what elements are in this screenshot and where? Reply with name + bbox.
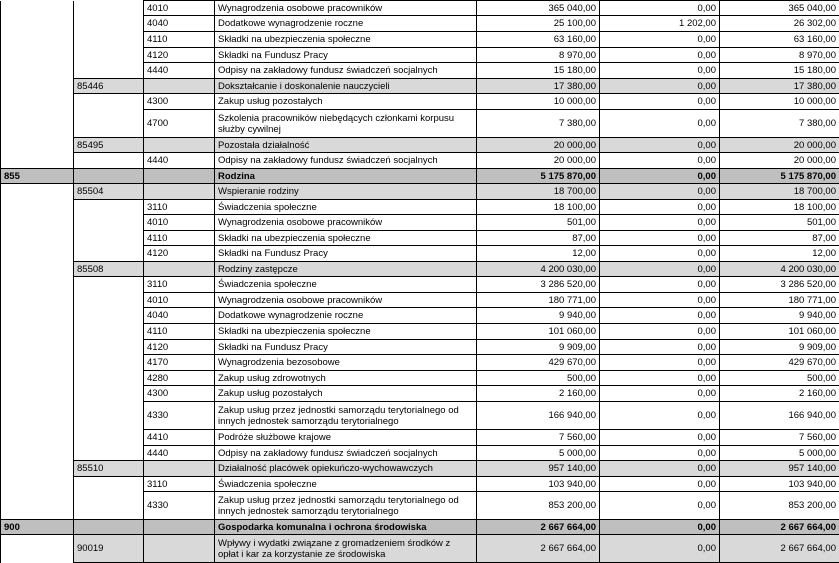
chapter-row: [1, 138, 839, 153]
description-cell: Zakup usług przez jednostki samorządu terytorialnego od innych jednostek samorządu terytorialnego: [215, 402, 477, 430]
paragraph-cell: 4440: [144, 63, 215, 79]
description-cell: Dodatkowe wynagrodzenie roczne: [215, 16, 477, 32]
total-amount-cell: 9 940,00: [720, 308, 839, 324]
paragraph-cell: [144, 184, 215, 200]
division-cell: [1, 1, 74, 16]
paragraph-cell: 4300: [144, 386, 215, 402]
chapter-cell: 85504: [74, 184, 144, 200]
total-amount-cell: 5 000,00: [720, 446, 839, 461]
paragraph-cell: 4010: [144, 1, 215, 16]
table-row: [1, 63, 839, 79]
description-cell: Składki na Fundusz Pracy: [215, 246, 477, 262]
description-cell: Rodzina: [215, 169, 477, 184]
plan-amount-cell: 5 000,00: [477, 446, 600, 461]
division-cell: [1, 16, 74, 32]
chapter-row: [1, 184, 839, 200]
chapter-cell: [74, 246, 144, 262]
chapter-cell: 85508: [74, 262, 144, 277]
total-amount-cell: 7 560,00: [720, 430, 839, 446]
paragraph-cell: 4410: [144, 430, 215, 446]
chapter-cell: [74, 94, 144, 110]
change-amount-cell: 0,00: [600, 153, 720, 169]
plan-amount-cell: 4 200 030,00: [477, 262, 600, 277]
chapter-cell: [74, 324, 144, 340]
paragraph-cell: [144, 169, 215, 184]
table-row: [1, 308, 839, 324]
division-cell: [1, 110, 74, 138]
table-row: [1, 153, 839, 169]
table-row: [1, 16, 839, 32]
chapter-cell: [74, 386, 144, 402]
change-amount-cell: 0,00: [600, 277, 720, 293]
plan-amount-cell: 429 670,00: [477, 355, 600, 371]
total-amount-cell: 166 940,00: [720, 402, 839, 430]
total-amount-cell: 3 286 520,00: [720, 277, 839, 293]
paragraph-cell: 3110: [144, 277, 215, 293]
paragraph-cell: [144, 461, 215, 477]
table-row: [1, 430, 839, 446]
total-amount-cell: 500,00: [720, 371, 839, 386]
paragraph-cell: 4110: [144, 231, 215, 246]
chapter-cell: [74, 200, 144, 215]
chapter-cell: [74, 355, 144, 371]
table-row: [1, 492, 839, 520]
total-amount-cell: 10 000,00: [720, 94, 839, 110]
paragraph-cell: 4120: [144, 246, 215, 262]
total-amount-cell: 365 040,00: [720, 1, 839, 16]
chapter-cell: [74, 63, 144, 79]
change-amount-cell: 0,00: [600, 461, 720, 477]
table-body: [1, 1, 839, 563]
division-cell: [1, 430, 74, 446]
change-amount-cell: 0,00: [600, 308, 720, 324]
change-amount-cell: 1 202,00: [600, 16, 720, 32]
paragraph-cell: 4170: [144, 355, 215, 371]
chapter-cell: 85510: [74, 461, 144, 477]
table-row: [1, 386, 839, 402]
paragraph-cell: 4440: [144, 446, 215, 461]
paragraph-cell: 4120: [144, 48, 215, 63]
change-amount-cell: 0,00: [600, 94, 720, 110]
plan-amount-cell: 3 286 520,00: [477, 277, 600, 293]
division-cell: 855: [1, 169, 74, 184]
division-cell: [1, 277, 74, 293]
plan-amount-cell: 20 000,00: [477, 138, 600, 153]
table-row: [1, 340, 839, 355]
change-amount-cell: 0,00: [600, 110, 720, 138]
division-row: [1, 520, 839, 535]
chapter-cell: [74, 48, 144, 63]
paragraph-cell: 3110: [144, 477, 215, 492]
chapter-cell: [74, 32, 144, 48]
total-amount-cell: 8 970,00: [720, 48, 839, 63]
description-cell: Świadczenia społeczne: [215, 277, 477, 293]
change-amount-cell: 0,00: [600, 63, 720, 79]
total-amount-cell: 5 175 870,00: [720, 169, 839, 184]
total-amount-cell: 957 140,00: [720, 461, 839, 477]
division-cell: [1, 461, 74, 477]
chapter-row: [1, 79, 839, 94]
chapter-row: [1, 535, 839, 563]
division-cell: [1, 324, 74, 340]
plan-amount-cell: 365 040,00: [477, 1, 600, 16]
description-cell: Wynagrodzenia osobowe pracowników: [215, 1, 477, 16]
description-cell: Dodatkowe wynagrodzenie roczne: [215, 308, 477, 324]
table-row: [1, 477, 839, 492]
total-amount-cell: 12,00: [720, 246, 839, 262]
paragraph-cell: 4110: [144, 324, 215, 340]
change-amount-cell: 0,00: [600, 48, 720, 63]
table-row: [1, 48, 839, 63]
table-row: [1, 215, 839, 231]
total-amount-cell: 20 000,00: [720, 138, 839, 153]
division-cell: [1, 63, 74, 79]
change-amount-cell: 0,00: [600, 200, 720, 215]
division-cell: [1, 79, 74, 94]
plan-amount-cell: 5 175 870,00: [477, 169, 600, 184]
plan-amount-cell: 2 160,00: [477, 386, 600, 402]
paragraph-cell: 4300: [144, 94, 215, 110]
plan-amount-cell: 500,00: [477, 371, 600, 386]
paragraph-cell: [144, 138, 215, 153]
total-amount-cell: 18 100,00: [720, 200, 839, 215]
division-row: [1, 169, 839, 184]
total-amount-cell: 2 160,00: [720, 386, 839, 402]
change-amount-cell: 0,00: [600, 169, 720, 184]
plan-amount-cell: 18 700,00: [477, 184, 600, 200]
chapter-cell: [74, 153, 144, 169]
paragraph-cell: 4010: [144, 215, 215, 231]
description-cell: Składki na ubezpieczenia społeczne: [215, 231, 477, 246]
change-amount-cell: 0,00: [600, 446, 720, 461]
total-amount-cell: 853 200,00: [720, 492, 839, 520]
division-cell: [1, 371, 74, 386]
chapter-cell: [74, 1, 144, 16]
chapter-cell: [74, 215, 144, 231]
plan-amount-cell: 63 160,00: [477, 32, 600, 48]
table-row: [1, 246, 839, 262]
table-row: [1, 32, 839, 48]
plan-amount-cell: 12,00: [477, 246, 600, 262]
change-amount-cell: 0,00: [600, 535, 720, 563]
total-amount-cell: 4 200 030,00: [720, 262, 839, 277]
change-amount-cell: 0,00: [600, 184, 720, 200]
plan-amount-cell: 20 000,00: [477, 153, 600, 169]
change-amount-cell: 0,00: [600, 402, 720, 430]
plan-amount-cell: 7 380,00: [477, 110, 600, 138]
table-row: [1, 200, 839, 215]
chapter-cell: [74, 110, 144, 138]
description-cell: Odpisy na zakładowy fundusz świadczeń socjalnych: [215, 153, 477, 169]
plan-amount-cell: 7 560,00: [477, 430, 600, 446]
total-amount-cell: 18 700,00: [720, 184, 839, 200]
plan-amount-cell: 17 380,00: [477, 79, 600, 94]
paragraph-cell: 4330: [144, 492, 215, 520]
paragraph-cell: 4440: [144, 153, 215, 169]
plan-amount-cell: 8 970,00: [477, 48, 600, 63]
change-amount-cell: 0,00: [600, 340, 720, 355]
division-cell: [1, 386, 74, 402]
division-cell: [1, 94, 74, 110]
paragraph-cell: 4120: [144, 340, 215, 355]
division-cell: [1, 402, 74, 430]
table-row: [1, 371, 839, 386]
change-amount-cell: 0,00: [600, 355, 720, 371]
total-amount-cell: 63 160,00: [720, 32, 839, 48]
plan-amount-cell: 2 667 664,00: [477, 520, 600, 535]
description-cell: Odpisy na zakładowy fundusz świadczeń socjalnych: [215, 63, 477, 79]
paragraph-cell: 4010: [144, 293, 215, 308]
paragraph-cell: 4280: [144, 371, 215, 386]
table-row: [1, 402, 839, 430]
plan-amount-cell: 180 771,00: [477, 293, 600, 308]
paragraph-cell: 4330: [144, 402, 215, 430]
description-cell: Zakup usług przez jednostki samorządu terytorialnego od innych jednostek samorządu terytorialnego: [215, 492, 477, 520]
division-cell: [1, 477, 74, 492]
change-amount-cell: 0,00: [600, 215, 720, 231]
paragraph-cell: 4040: [144, 308, 215, 324]
description-cell: Wynagrodzenia osobowe pracowników: [215, 215, 477, 231]
table-row: [1, 277, 839, 293]
division-cell: [1, 446, 74, 461]
change-amount-cell: 0,00: [600, 324, 720, 340]
description-cell: Zakup usług pozostałych: [215, 94, 477, 110]
description-cell: Rodziny zastępcze: [215, 262, 477, 277]
description-cell: Dokształcanie i doskonalenie nauczycieli: [215, 79, 477, 94]
chapter-cell: [74, 492, 144, 520]
change-amount-cell: 0,00: [600, 1, 720, 16]
description-cell: Wspieranie rodziny: [215, 184, 477, 200]
description-cell: Składki na ubezpieczenia społeczne: [215, 32, 477, 48]
table-row: [1, 231, 839, 246]
total-amount-cell: 7 380,00: [720, 110, 839, 138]
table-row: [1, 1, 839, 16]
table-row: [1, 110, 839, 138]
change-amount-cell: 0,00: [600, 430, 720, 446]
total-amount-cell: 15 180,00: [720, 63, 839, 79]
paragraph-cell: [144, 535, 215, 563]
total-amount-cell: 17 380,00: [720, 79, 839, 94]
description-cell: Odpisy na zakładowy fundusz świadczeń socjalnych: [215, 446, 477, 461]
description-cell: Wynagrodzenia osobowe pracowników: [215, 293, 477, 308]
chapter-cell: [74, 402, 144, 430]
description-cell: Składki na Fundusz Pracy: [215, 48, 477, 63]
total-amount-cell: 87,00: [720, 231, 839, 246]
plan-amount-cell: 957 140,00: [477, 461, 600, 477]
division-cell: [1, 535, 74, 563]
chapter-cell: [74, 231, 144, 246]
paragraph-cell: 3110: [144, 200, 215, 215]
chapter-cell: 85495: [74, 138, 144, 153]
table-row: [1, 324, 839, 340]
division-cell: [1, 48, 74, 63]
table-row: [1, 94, 839, 110]
description-cell: Działalność placówek opiekuńczo-wychowawczych: [215, 461, 477, 477]
description-cell: Zakup usług zdrowotnych: [215, 371, 477, 386]
change-amount-cell: 0,00: [600, 477, 720, 492]
description-cell: Składki na ubezpieczenia społeczne: [215, 324, 477, 340]
chapter-cell: [74, 340, 144, 355]
total-amount-cell: 2 667 664,00: [720, 535, 839, 563]
plan-amount-cell: 25 100,00: [477, 16, 600, 32]
description-cell: Składki na Fundusz Pracy: [215, 340, 477, 355]
paragraph-cell: [144, 79, 215, 94]
division-cell: [1, 184, 74, 200]
total-amount-cell: 103 940,00: [720, 477, 839, 492]
description-cell: Gospodarka komunalna i ochrona środowiska: [215, 520, 477, 535]
chapter-cell: [74, 520, 144, 535]
plan-amount-cell: 103 940,00: [477, 477, 600, 492]
chapter-cell: 90019: [74, 535, 144, 563]
description-cell: Podróże służbowe krajowe: [215, 430, 477, 446]
division-cell: [1, 32, 74, 48]
paragraph-cell: 4700: [144, 110, 215, 138]
description-cell: Świadczenia społeczne: [215, 477, 477, 492]
chapter-cell: [74, 446, 144, 461]
plan-amount-cell: 166 940,00: [477, 402, 600, 430]
division-cell: [1, 138, 74, 153]
division-cell: [1, 492, 74, 520]
division-cell: [1, 340, 74, 355]
plan-amount-cell: 2 667 664,00: [477, 535, 600, 563]
description-cell: Zakup usług pozostałych: [215, 386, 477, 402]
division-cell: [1, 153, 74, 169]
chapter-cell: [74, 277, 144, 293]
chapter-cell: [74, 293, 144, 308]
chapter-cell: 85446: [74, 79, 144, 94]
change-amount-cell: 0,00: [600, 492, 720, 520]
change-amount-cell: 0,00: [600, 262, 720, 277]
change-amount-cell: 0,00: [600, 386, 720, 402]
change-amount-cell: 0,00: [600, 138, 720, 153]
chapter-cell: [74, 430, 144, 446]
description-cell: Świadczenia społeczne: [215, 200, 477, 215]
total-amount-cell: 180 771,00: [720, 293, 839, 308]
change-amount-cell: 0,00: [600, 32, 720, 48]
plan-amount-cell: 18 100,00: [477, 200, 600, 215]
division-cell: [1, 262, 74, 277]
plan-amount-cell: 101 060,00: [477, 324, 600, 340]
change-amount-cell: 0,00: [600, 231, 720, 246]
total-amount-cell: 501,00: [720, 215, 839, 231]
division-cell: [1, 355, 74, 371]
plan-amount-cell: 501,00: [477, 215, 600, 231]
total-amount-cell: 101 060,00: [720, 324, 839, 340]
division-cell: [1, 200, 74, 215]
total-amount-cell: 9 909,00: [720, 340, 839, 355]
change-amount-cell: 0,00: [600, 520, 720, 535]
paragraph-cell: [144, 520, 215, 535]
table-row: [1, 355, 839, 371]
paragraph-cell: 4040: [144, 16, 215, 32]
chapter-cell: [74, 16, 144, 32]
chapter-row: [1, 262, 839, 277]
division-cell: [1, 231, 74, 246]
plan-amount-cell: 9 909,00: [477, 340, 600, 355]
chapter-cell: [74, 477, 144, 492]
table-row: [1, 446, 839, 461]
total-amount-cell: 429 670,00: [720, 355, 839, 371]
paragraph-cell: [144, 262, 215, 277]
plan-amount-cell: 9 940,00: [477, 308, 600, 324]
division-cell: 900: [1, 520, 74, 535]
change-amount-cell: 0,00: [600, 79, 720, 94]
change-amount-cell: 0,00: [600, 293, 720, 308]
total-amount-cell: 26 302,00: [720, 16, 839, 32]
change-amount-cell: 0,00: [600, 246, 720, 262]
total-amount-cell: 2 667 664,00: [720, 520, 839, 535]
description-cell: Szkolenia pracowników niebędących członkami korpusu służby cywilnej: [215, 110, 477, 138]
description-cell: Pozostała działalność: [215, 138, 477, 153]
description-cell: Wynagrodzenia bezosobowe: [215, 355, 477, 371]
chapter-cell: [74, 169, 144, 184]
total-amount-cell: 20 000,00: [720, 153, 839, 169]
chapter-cell: [74, 371, 144, 386]
division-cell: [1, 293, 74, 308]
table-row: [1, 293, 839, 308]
plan-amount-cell: 87,00: [477, 231, 600, 246]
plan-amount-cell: 15 180,00: [477, 63, 600, 79]
description-cell: Wpływy i wydatki związane z gromadzeniem środków z opłat i kar za korzystanie ze środowiska: [215, 535, 477, 563]
division-cell: [1, 308, 74, 324]
paragraph-cell: 4110: [144, 32, 215, 48]
chapter-cell: [74, 308, 144, 324]
plan-amount-cell: 853 200,00: [477, 492, 600, 520]
division-cell: [1, 246, 74, 262]
division-cell: [1, 215, 74, 231]
change-amount-cell: 0,00: [600, 371, 720, 386]
plan-amount-cell: 10 000,00: [477, 94, 600, 110]
chapter-row: [1, 461, 839, 477]
